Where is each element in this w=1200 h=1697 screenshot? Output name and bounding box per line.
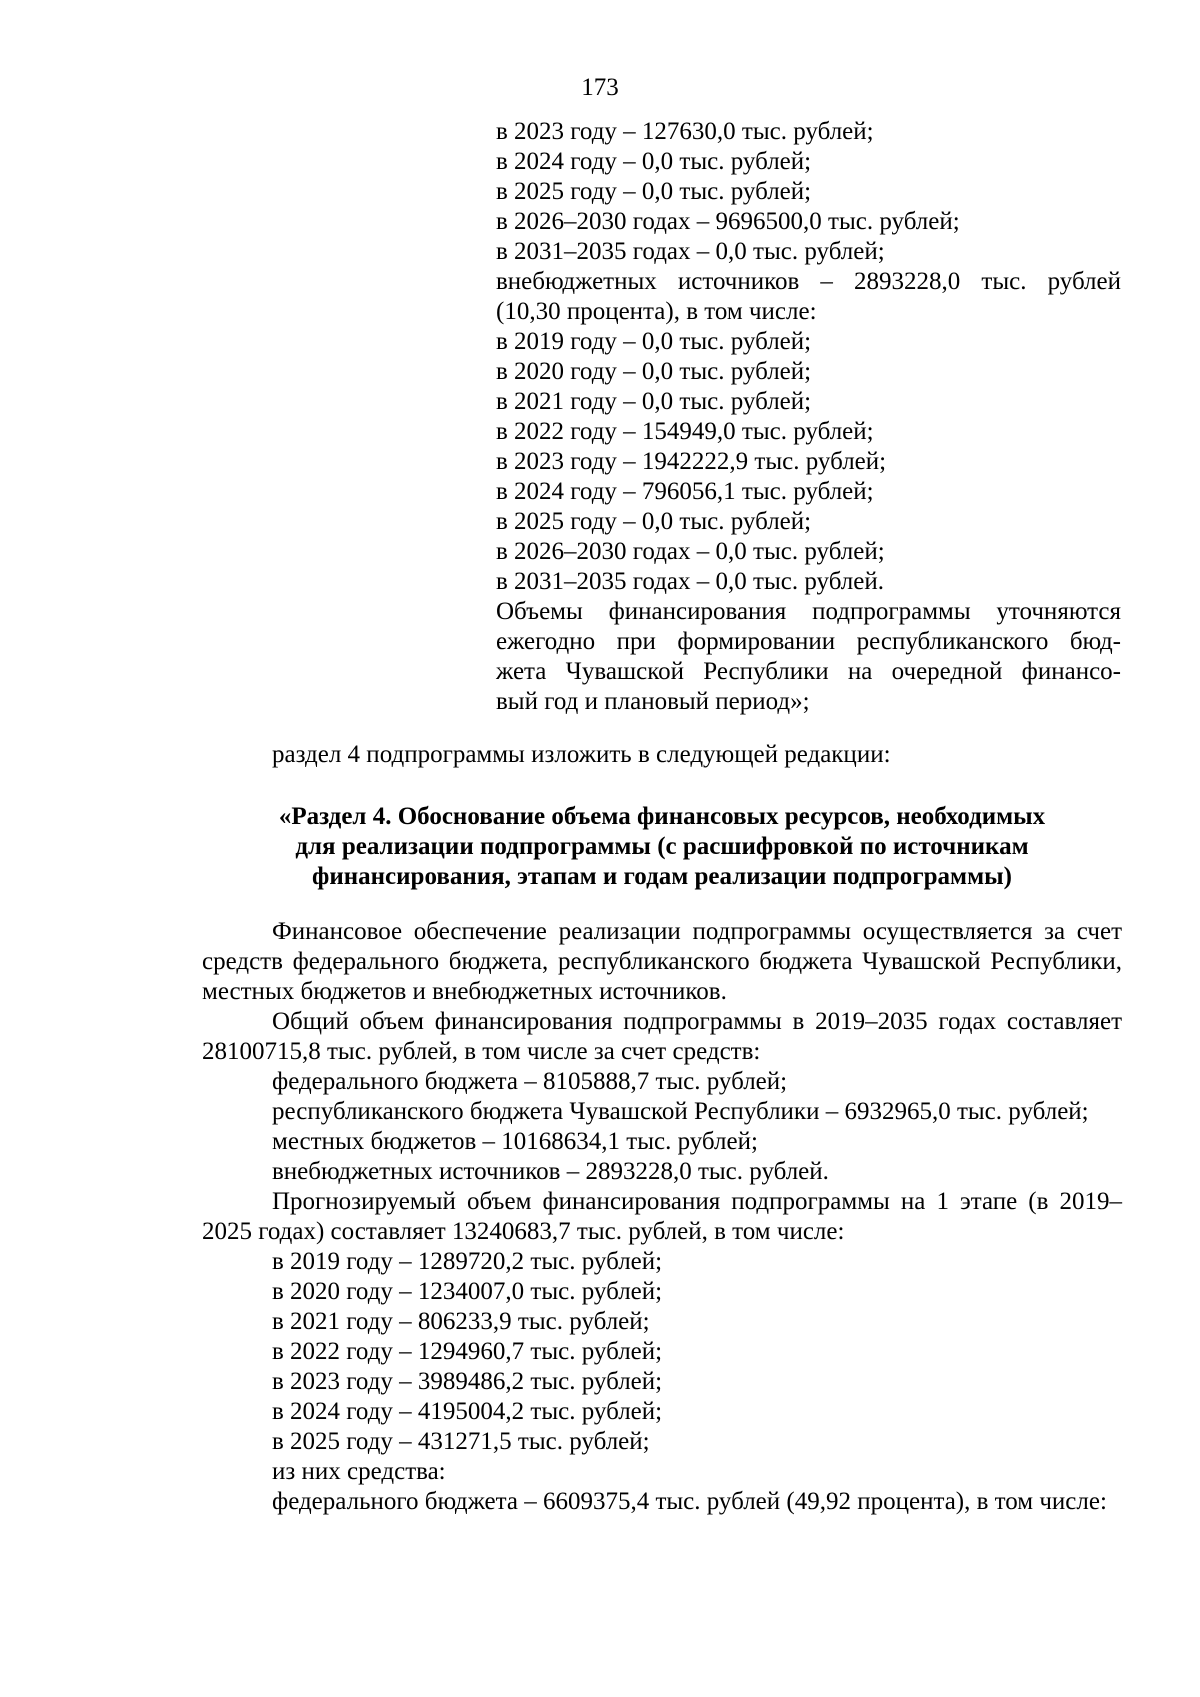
offbudget-sources-line: (10,30 процента), в том числе: — [496, 298, 817, 325]
funding-line: в 2022 году – 154949,0 тыс. рублей; — [496, 418, 874, 445]
funding-line: в 2024 году – 796056,1 тыс. рублей; — [496, 478, 874, 505]
funding-passport-block — [496, 117, 1121, 717]
funding-line: в 2026–2030 годах – 0,0 тыс. рублей; — [496, 538, 885, 565]
section-heading — [200, 802, 1124, 892]
republican-budget-line: республиканского бюджета Чувашской Республики – 6932965,0 тыс. рублей; — [272, 1098, 1089, 1125]
section-heading-line: финансирования, этапам и годам реализации подпрограммы) — [312, 863, 1012, 890]
offbudget-sources-line: внебюджетных источников – 2893228,0 тыс. рублей — [496, 268, 1121, 295]
offbudget-line: внебюджетных источников – 2893228,0 тыс. рублей. — [272, 1158, 829, 1185]
funding-line: в 2026–2030 годах – 9696500,0 тыс. рублей; — [496, 208, 960, 235]
local-budget-line: местных бюджетов – 10168634,1 тыс. рублей; — [272, 1128, 758, 1155]
section-heading-line: «Раздел 4. Обоснование объема финансовых ресурсов, необходимых — [278, 803, 1046, 830]
funding-note-line: вый год и плановый период»; — [496, 688, 810, 715]
from-them-line: из них средства: — [272, 1458, 446, 1485]
page-number: 173 — [581, 74, 619, 101]
funding-line: в 2020 году – 0,0 тыс. рублей; — [496, 358, 812, 385]
funding-line: в 2025 году – 0,0 тыс. рублей; — [496, 508, 812, 535]
section-body — [202, 917, 1122, 1517]
funding-note-line: Объемы финансирования подпрограммы уточняются — [496, 598, 1121, 625]
funding-line: в 2024 году – 0,0 тыс. рублей; — [496, 148, 812, 175]
body-paragraph: Финансовое обеспечение реализации подпрограммы осуществляется за счет средств федерального бюджета, республиканского бюджета Чувашской Республики, местных бюджетов и внебюджетных источников. — [202, 918, 1122, 1005]
year-line: в 2025 году – 431271,5 тыс. рублей; — [272, 1428, 650, 1455]
year-line: в 2020 году – 1234007,0 тыс. рублей; — [272, 1278, 663, 1305]
funding-line: в 2025 году – 0,0 тыс. рублей; — [496, 178, 812, 205]
body-paragraph: Общий объем финансирования подпрограммы в 2019–2035 годах составляет 28100715,8 тыс. рублей, в том числе за счет средств: — [202, 1008, 1122, 1065]
funding-note-line: ежегодно при формировании республиканского бюд- — [496, 628, 1121, 655]
funding-line: в 2021 году – 0,0 тыс. рублей; — [496, 388, 812, 415]
year-line: в 2019 году – 1289720,2 тыс. рублей; — [272, 1248, 663, 1275]
federal-stage-paragraph: федерального бюджета – 6609375,4 тыс. рублей (49,92 процента), в том числе: — [272, 1488, 1107, 1515]
amendment-instruction: раздел 4 подпрограммы изложить в следующей редакции: — [272, 741, 891, 768]
year-line: в 2024 году – 4195004,2 тыс. рублей; — [272, 1398, 663, 1425]
year-line: в 2022 году – 1294960,7 тыс. рублей; — [272, 1338, 663, 1365]
federal-budget-line: федерального бюджета – 8105888,7 тыс. рублей; — [272, 1068, 788, 1095]
funding-line: в 2023 году – 127630,0 тыс. рублей; — [496, 118, 874, 145]
funding-line: в 2023 году – 1942222,9 тыс. рублей; — [496, 448, 887, 475]
year-line: в 2023 году – 3989486,2 тыс. рублей; — [272, 1368, 663, 1395]
stage1-paragraph: Прогнозируемый объем финансирования подпрограммы на 1 этапе (в 2019–2025 годах) составляет 13240683,7 тыс. рублей, в том числе: — [202, 1188, 1122, 1245]
funding-line: в 2031–2035 годах – 0,0 тыс. рублей. — [496, 568, 884, 595]
funding-line: в 2019 году – 0,0 тыс. рублей; — [496, 328, 812, 355]
funding-note-line: жета Чувашской Республики на очередной финансо- — [496, 658, 1121, 685]
section-heading-line: для реализации подпрограммы (с расшифровкой по источникам — [295, 833, 1029, 860]
year-line: в 2021 году – 806233,9 тыс. рублей; — [272, 1308, 650, 1335]
funding-line: в 2031–2035 годах – 0,0 тыс. рублей; — [496, 238, 885, 265]
